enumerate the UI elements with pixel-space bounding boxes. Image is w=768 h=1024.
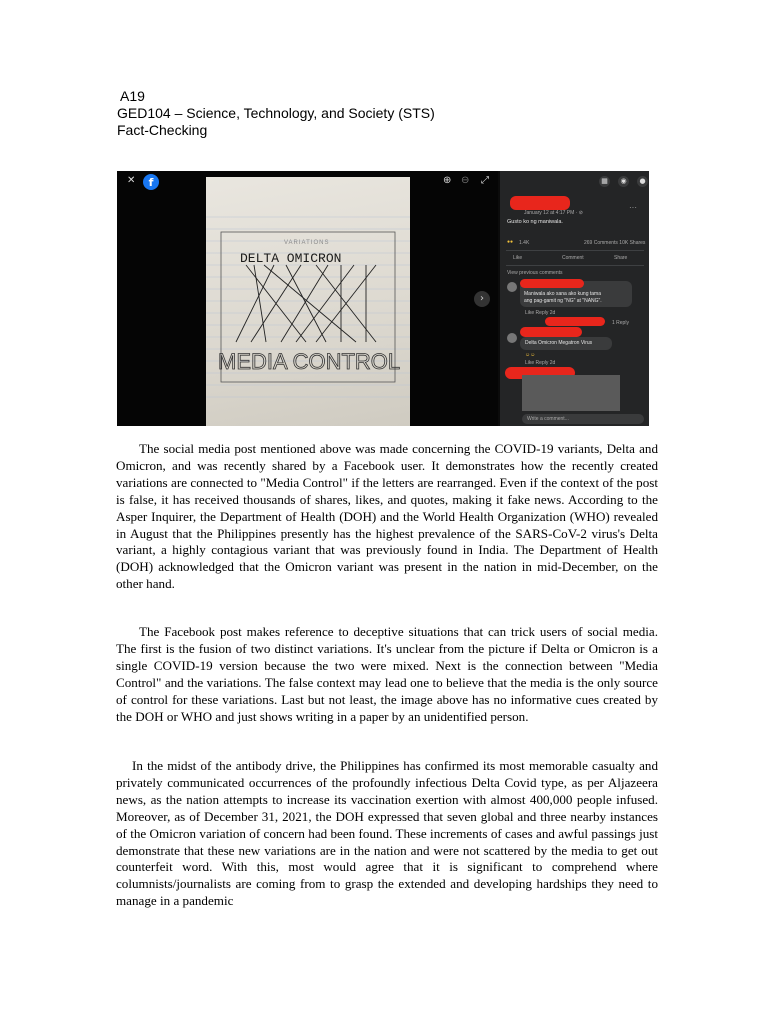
paragraph-text: The Facebook post makes reference to deceptive situations that can trick users of social media. The first is the fusion of two distinct variations. It's unclear from the picture if Delta or Omicron is a single COVID-19 version because the two were mixed. Next is the connection between "Media Control" and the variations. The false context may lead one to believe that the media is the only source of control for these variations. Last but not least, the image above has no informative cues created by the DOH or WHO and just shows writing in a paper by an unidentified person. (116, 624, 658, 724)
comment-text-2: ang pag-gamit ng "NG" at "NANG". (524, 298, 602, 304)
notifications-icon[interactable]: ● (637, 176, 648, 187)
paper-top-text: DELTA OMICRON (240, 251, 342, 266)
next-photo-button[interactable]: › (474, 291, 490, 307)
comment-button[interactable]: Comment (562, 255, 584, 261)
comment-text: Maniwala ako sana ako kung tama (524, 291, 601, 297)
close-icon: ✕ (127, 175, 136, 186)
course-title: GED104 – Science, Technology, and Society (STS) (117, 105, 435, 121)
redacted-name (510, 196, 570, 210)
paragraph-text: The social media post mentioned above was made concerning the COVID-19 variants, Delta and Omicron, and was recently shared by a Facebook user. It demonstrates how the recently created variations are connected to "Media Control" if the letters are rearranged. Even if the context of the post is false, it has received thousands of shares, likes, and quotes, making it fake news. According to the Asper Inquirer, the Department of Health (DOH) and the World Health Organization (WHO) revealed in August that the Philippines presently has the highest prevalence of the SARS-CoV-2 virus's Delta variant, a highly contagious variant that was previously found in India. The Department of Health (DOH) acknowledged that the Omicron variant was present in the nation in mid-December, on the other hand. (116, 441, 658, 592)
menu-grid-icon[interactable]: ▦ (599, 176, 610, 187)
document-header (117, 88, 435, 139)
paragraph-1 (116, 441, 658, 593)
commenter-avatar (507, 282, 517, 292)
comment-actions[interactable]: Like Reply 2d (525, 360, 556, 366)
commenter-avatar (507, 333, 517, 343)
divider (506, 265, 644, 266)
zoom-in-icon: ⊕ (443, 175, 452, 186)
zoom-out-icon: ⊖ (461, 175, 470, 186)
comment-actions[interactable]: Like Reply 2d (525, 310, 556, 316)
redacted-name (520, 327, 582, 337)
write-comment-placeholder: Write a comment... (527, 416, 569, 422)
reaction-count: 1.4K (519, 240, 530, 246)
handwritten-paper-photo (206, 177, 410, 426)
divider (506, 250, 644, 251)
share-button[interactable]: Share (614, 255, 628, 261)
comments-shares-count: 269 Comments 10K Shares (584, 240, 646, 246)
paragraph-3 (116, 758, 658, 910)
redacted-name (545, 317, 605, 326)
reactions-icon: ●● (507, 239, 514, 245)
paper-faint-text: VARIATIONS (284, 240, 330, 246)
document-code: A19 (120, 88, 145, 104)
more-options-icon[interactable]: ··· (629, 203, 637, 212)
view-previous-comments[interactable]: View previous comments (507, 270, 563, 276)
topic-title: Fact-Checking (117, 122, 208, 138)
fullscreen-icon: ⤢ (481, 175, 489, 186)
comment-text: Delta Omicron Megatron Virus (525, 340, 593, 346)
facebook-post-screenshot (117, 171, 649, 426)
post-details-panel (500, 171, 649, 426)
photo-viewer (117, 171, 498, 426)
facebook-logo-icon: f (143, 174, 159, 190)
paragraph-2 (116, 624, 658, 725)
redacted-name (520, 279, 584, 288)
paragraph-text: In the midst of the antibody drive, the Philippines has confirmed its most memorable casualty and privately communicated occurrences of the profoundly infectious Delta Covid type, as per Aljazeera news, as the nation attempts to increase its vaccination exertion with almost 400,000 people infused. Moreover, as of December 31, 2021, the DOH expressed that seven global and three nearby instances of the Omicron variation of concern had been found. These increments of cases and awful passings just demonstrate that these new variations are in the nation and were not scattered by the media to get out counterfeit word. With this, most would agree that it is significant to comprehend where columnists/journalists are coming from to grasp the extended and developing hardships they need to manage in a pandemic (116, 758, 658, 909)
like-button[interactable]: Like (513, 255, 523, 261)
messenger-icon[interactable]: ◉ (618, 176, 629, 187)
paper-bottom-text: MEDIA CONTROL (218, 349, 401, 374)
replies-link[interactable]: 1 Reply (612, 320, 629, 326)
shared-image-thumbnail[interactable] (522, 375, 620, 411)
emoji-icon: ☺☺ (525, 352, 536, 358)
post-time: January 12 at 4:17 PM · ⊘ (524, 210, 583, 216)
post-text: Gusto ko ng maniwala. (507, 219, 563, 225)
